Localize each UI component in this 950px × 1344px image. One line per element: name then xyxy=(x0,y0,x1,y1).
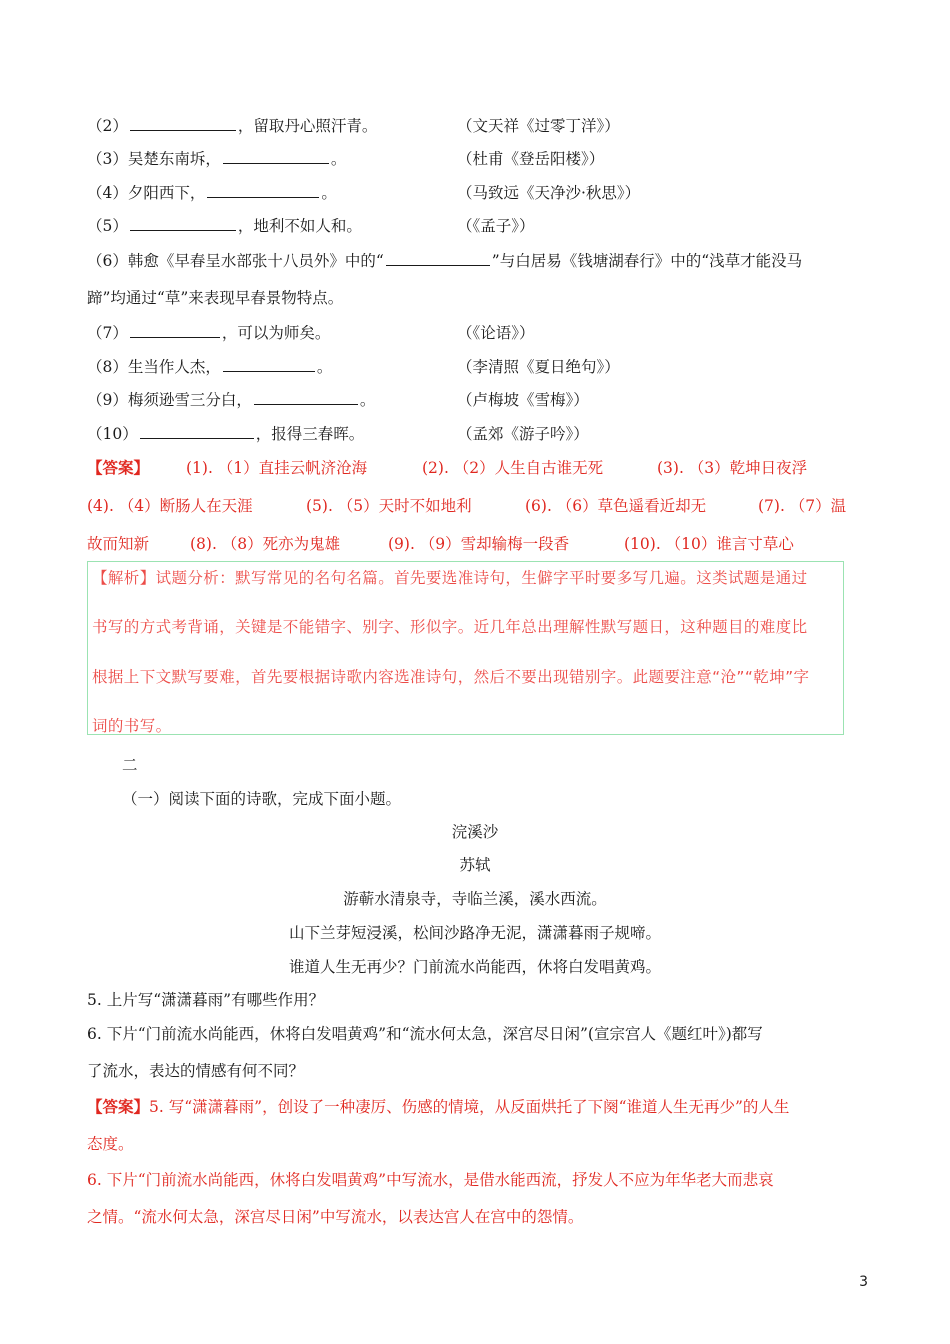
analysis-line: 【解析】试题分析：默写常见的名句名篇。首先要选准诗句，生僻字平时要多写几遍。这类试题是通过 xyxy=(92,569,808,587)
item-source: （李清照《夏日绝句》） xyxy=(457,358,620,376)
poem-line: 山下兰芽短浸溪，松间沙路净无泥，潇潇暮雨子规啼。 xyxy=(288,924,661,942)
poem-line: 游蕲水清泉寺，寺临兰溪，溪水西流。 xyxy=(343,890,607,908)
answer-entry: (8). （8）死亦为鬼雄 xyxy=(190,535,341,553)
page-number: 3 xyxy=(859,1274,868,1290)
item-source: （卢梅坡《雪梅》） xyxy=(457,391,589,409)
answer-blank xyxy=(140,424,254,439)
item-source: （孟郊《游子吟》） xyxy=(457,425,589,443)
answer-blank xyxy=(254,390,358,405)
item-suffix: ”与白居易《钱塘湖春行》中的“浅草才能没马 xyxy=(491,252,803,270)
fill-item-10 xyxy=(87,423,364,445)
answer-entry: (5). （5）天时不如地利 xyxy=(306,497,472,515)
question-6: 6. 下片“门前流水尚能西，休将白发唱黄鸡”和“流水何太急，深宫尽日闲”(宣宗宫人《题红叶》)都写 xyxy=(87,1025,763,1043)
item-suffix: ，留取丹心照汗青。 xyxy=(237,117,378,135)
answer-blank xyxy=(130,116,236,131)
answer-entry: (9). （9）雪却输梅一段香 xyxy=(388,535,570,553)
section-intro: （一）阅读下面的诗歌，完成下面小题。 xyxy=(122,790,402,808)
analysis-line: 根据上下文默写要难，首先要根据诗歌内容选准诗句，然后不要出现错别字。此题要注意“沧”“乾坤”字 xyxy=(92,668,810,686)
answer-5-continued: 态度。 xyxy=(87,1135,134,1153)
item-prefix: （10） xyxy=(87,425,138,443)
item-source: （《孟子》） xyxy=(457,217,535,235)
answer-entry: (10). （10）谁言寸草心 xyxy=(624,535,794,553)
answer-entry: (6). （6）草色遥看近却无 xyxy=(525,497,707,515)
analysis-line: 词的书写。 xyxy=(92,717,172,735)
answer-blank xyxy=(130,216,236,231)
fill-item-6 xyxy=(87,250,802,272)
answer-6-continued: 之情。“流水何太急，深宫尽日闲”中写流水，以表达宫人在宫中的怨情。 xyxy=(87,1208,584,1226)
item-suffix: ，地利不如人和。 xyxy=(237,217,362,235)
item-suffix: ，报得三春晖。 xyxy=(255,425,365,443)
answer-blank xyxy=(223,357,315,372)
poem-line: 谁道人生无再少？门前流水尚能西，休将白发唱黄鸡。 xyxy=(288,958,661,976)
poem-author: 苏轼 xyxy=(459,856,491,874)
question-6-continued: 了流水，表达的情感有何不同？ xyxy=(87,1062,305,1080)
fill-item-3 xyxy=(87,148,346,170)
question-5: 5. 上片写“潇潇暮雨”有哪些作用？ xyxy=(87,991,325,1009)
fill-item-5 xyxy=(87,215,362,237)
fill-item-4 xyxy=(87,182,337,204)
item-suffix: 。 xyxy=(359,391,376,409)
item-source: （《论语》） xyxy=(457,324,535,342)
fill-item-9 xyxy=(87,389,375,411)
answer-entry: (1). （1）直挂云帆济沧海 xyxy=(186,459,368,477)
answer-blank xyxy=(207,183,319,198)
item-source: （文天祥《过零丁洋》） xyxy=(457,117,620,135)
item-prefix: （4）夕阳西下， xyxy=(87,184,206,202)
item-suffix: 。 xyxy=(330,150,347,168)
item-suffix: 。 xyxy=(316,358,333,376)
item-prefix: （5） xyxy=(87,217,128,235)
fill-item-8 xyxy=(87,356,332,378)
item-prefix: （6）韩愈《早春呈水部张十八员外》中的“ xyxy=(87,252,384,270)
item-source: （马致远《天净沙·秋思》） xyxy=(457,184,641,202)
item-prefix: （8）生当作人杰， xyxy=(87,358,221,376)
answer-label: 【答案】 xyxy=(87,458,150,477)
item-prefix: （7） xyxy=(87,324,128,342)
item-suffix: 。 xyxy=(321,184,337,202)
item-source: （杜甫《登岳阳楼》） xyxy=(457,150,605,168)
poem-title: 浣溪沙 xyxy=(451,823,499,841)
item-prefix: （9）梅须逊雪三分白， xyxy=(87,391,252,409)
item-suffix: ，可以为师矣。 xyxy=(221,324,331,342)
item-prefix: （3）吴楚东南坼， xyxy=(87,150,221,168)
answer-5 xyxy=(87,1096,789,1118)
answer-6: 6. 下片“门前流水尚能西，休将白发唱黄鸡”中写流水，是借水能西流，抒发人不应为年华老大而悲哀 xyxy=(87,1171,774,1189)
fill-item-2 xyxy=(87,115,377,137)
answer-entry: (4). （4）断肠人在天涯 xyxy=(87,497,253,515)
answer-entry: (3). （3）乾坤日夜浮 xyxy=(657,459,808,477)
answer-blank xyxy=(130,323,220,338)
answer-text: 5. 写“潇潇暮雨”，创设了一种凄厉、伤感的情境，从反面烘托了下阕“谁道人生无再少”的人生 xyxy=(149,1098,790,1116)
analysis-line: 书写的方式考背诵，关键是不能错字、别字、形似字。近几年总出理解性默写题日，这种题目的难度比 xyxy=(92,618,808,636)
answer-label: 【答案】 xyxy=(87,1097,150,1116)
answer-entry: (7). （7）温 xyxy=(758,497,847,515)
analysis-box xyxy=(87,561,844,735)
answer-entry: 故而知新 xyxy=(87,535,150,553)
item-prefix: （2） xyxy=(87,117,128,135)
section-number: 二 xyxy=(122,756,138,774)
answer-entry: (2). （2）人生自古谁无死 xyxy=(422,459,604,477)
answer-blank xyxy=(386,251,490,266)
fill-item-6-continued: 蹄”均通过“草”来表现早春景物特点。 xyxy=(87,289,344,307)
fill-item-7 xyxy=(87,322,330,344)
answer-blank xyxy=(223,149,329,164)
